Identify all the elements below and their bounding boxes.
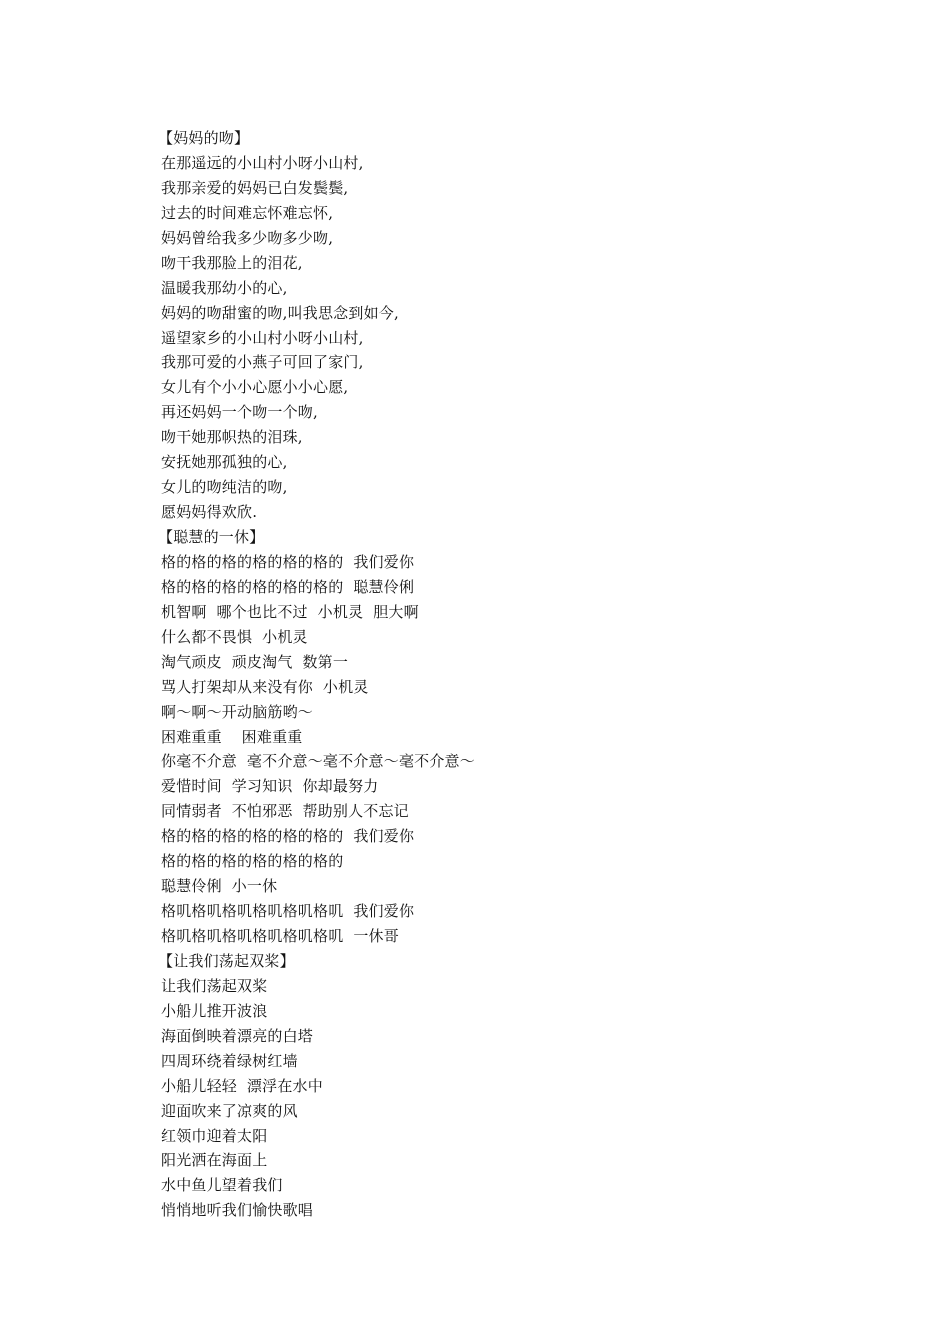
lyric-line: 格的格的格的格的格的格的 聪慧伶俐 [161, 577, 415, 596]
lyric-line: 聪慧伶俐 小一休 [161, 877, 278, 896]
lyric-line: 格的格的格的格的格的格的 我们爱你 [161, 552, 415, 571]
lyric-line: 同情弱者 不怕邪恶 帮助别人不忘记 [161, 802, 409, 821]
lyric-line: 四周环绕着绿树红墙 [161, 1051, 298, 1070]
lyric-line: 格的格的格的格的格的格的 [161, 852, 344, 871]
lyric-line: 小船儿轻轻 漂浮在水中 [161, 1076, 323, 1095]
lyric-line: 红领巾迎着太阳 [161, 1126, 268, 1145]
lyric-line: 机智啊 哪个也比不过 小机灵 胆大啊 [161, 602, 419, 621]
lyric-line: 水中鱼儿望着我们 [161, 1176, 283, 1195]
lyric-line: 格叽格叽格叽格叽格叽格叽 我们爱你 [161, 902, 415, 921]
song-title: 【让我们荡起双桨】 [158, 951, 295, 970]
lyric-line: 女儿的吻纯洁的吻, [161, 478, 288, 497]
lyric-line: 爱惜时间 学习知识 你却最努力 [161, 777, 379, 796]
lyric-line: 女儿有个小小心愿小小心愿, [161, 378, 349, 397]
lyric-line: 让我们荡起双桨 [161, 976, 268, 995]
lyric-line: 海面倒映着漂亮的白塔 [161, 1026, 314, 1045]
lyric-line: 格叽格叽格叽格叽格叽格叽 一休哥 [161, 927, 399, 945]
lyric-line: 愿妈妈得欢欣. [161, 503, 258, 522]
lyric-line: 我那可爱的小燕子可回了家门, [161, 353, 364, 372]
lyric-line: 悄悄地听我们愉快歌唱 [161, 1201, 314, 1220]
lyric-line: 妈妈曾给我多少吻多少吻, [161, 228, 334, 247]
lyric-line: 淘气顽皮 顽皮淘气 数第一 [161, 652, 349, 671]
lyric-line: 过去的时间难忘怀难忘怀, [161, 203, 334, 222]
lyric-line: 小船儿推开波浪 [161, 1001, 268, 1020]
lyric-line: 骂人打架却从来没有你 小机灵 [161, 677, 369, 696]
lyric-line: 温暖我那幼小的心, [161, 278, 288, 297]
lyric-line: 再还妈妈一个吻一个吻, [161, 403, 318, 422]
lyric-line: 什么都不畏惧 小机灵 [161, 627, 308, 646]
lyric-line: 格的格的格的格的格的格的 我们爱你 [161, 827, 415, 846]
lyric-line: 啊～啊～开动脑筋哟～ [161, 702, 314, 721]
lyric-line: 在那遥远的小山村小呀小山村, [161, 153, 364, 172]
lyric-line: 妈妈的吻甜蜜的吻,叫我思念到如今, [161, 303, 399, 322]
lyric-line: 吻干她那帜热的泪珠, [161, 428, 303, 447]
lyric-line: 遥望家乡的小山村小呀小山村, [161, 328, 364, 347]
lyric-line: 困难重重 困难重重 [161, 727, 303, 746]
lyric-line: 我那亲爱的妈妈已白发鬓鬓, [161, 178, 349, 197]
lyric-line: 吻干我那脸上的泪花, [161, 253, 303, 272]
lyrics-content [158, 126, 881, 1223]
song-title: 【聪慧的一休】 [158, 528, 265, 546]
song-title: 【妈妈的吻】 [158, 129, 250, 147]
lyric-line: 安抚她那孤独的心, [161, 453, 288, 472]
lyric-line: 阳光洒在海面上 [161, 1151, 268, 1170]
lyric-line: 你毫不介意 毫不介意～毫不介意～毫不介意～ [161, 752, 475, 771]
lyric-line: 迎面吹来了凉爽的风 [161, 1101, 298, 1120]
